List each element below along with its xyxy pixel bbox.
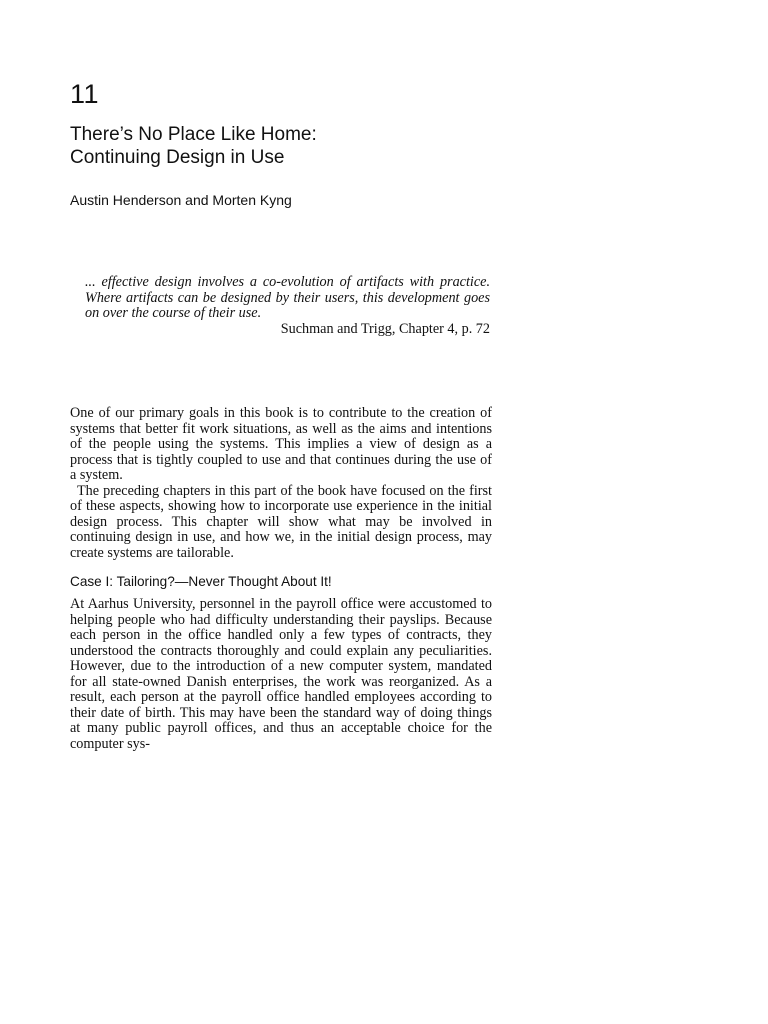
chapter-title-line-1: There’s No Place Like Home: (70, 124, 317, 145)
chapter-title-line-2: Continuing Design in Use (70, 147, 285, 168)
epigraph (85, 275, 490, 337)
page (70, 78, 492, 752)
section-heading: Case I: Tailoring?—Never Thought About It! (70, 574, 332, 589)
chapter-number: 11 (70, 79, 100, 109)
chapter-authors: Austin Henderson and Morten Kyng (70, 192, 292, 208)
section-text (70, 597, 492, 752)
intro-text (70, 406, 492, 561)
epigraph-text: ... effective design involves a co-evolution of artifacts with practice. Where artifacts can be designed by their users, this development goes on over the course of their use. (85, 274, 490, 321)
intro-paragraph-2: The preceding chapters in this part of the book have focused on the first of these aspects, showing how to incorporate use experience in the initial design process. This chapter will show what may be involved in continuing design in use, and how we, in the initial design process, may create systems are tailorable. (70, 482, 492, 561)
section-paragraph-1: At Aarhus University, personnel in the payroll office were accustomed to helping people who had difficulty understanding their payslips. Because each person in the office handled only a few types of contracts, they understood the contracts thoroughly and could explain any peculiarities. However, due to the introduction of a new computer system, mandated for all state-owned Danish enterprises, the work was reorganized. As a result, each person at the payroll office handled employees according to their date of birth. This may have been the standard way of doing things at many public payroll offices, and thus an acceptable choice for the computer sys- (70, 596, 492, 752)
epigraph-source: Suchman and Trigg, Chapter 4, p. 72 (280, 320, 490, 337)
chapter-title (70, 123, 492, 169)
intro-paragraph-1: One of our primary goals in this book is to contribute to the creation of systems that better fit work situations, as well as the aims and intentions of the people using the systems. This implies a view of design as a process that is tightly coupled to use and that continues during the use of a system. (70, 405, 492, 483)
